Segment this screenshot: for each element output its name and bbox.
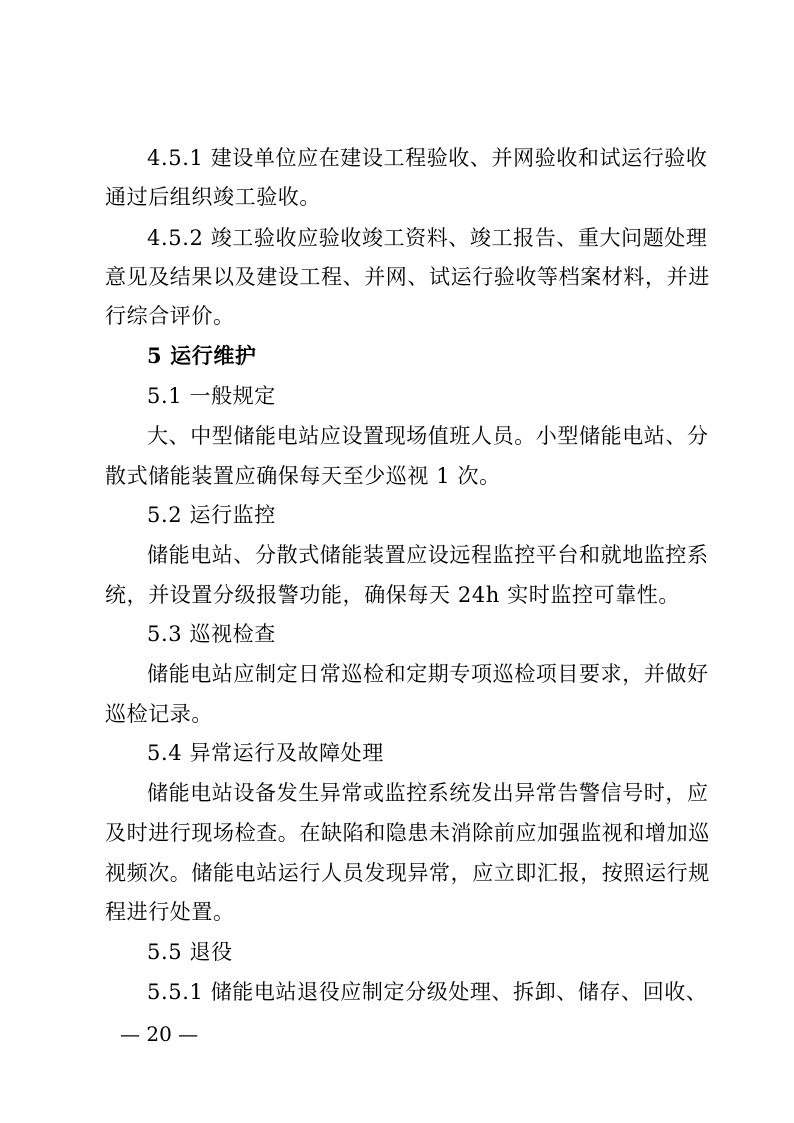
- paragraph-5-4-line-1: 储能电站设备发生异常或监控系统发出异常告警信号时，应: [147, 781, 709, 805]
- paragraph-5-1-line-1: 大、中型储能电站应设置现场值班人员。小型储能电站、分: [147, 424, 709, 448]
- paragraph-4-5-1-line-2: 通过后组织竣工验收。: [105, 185, 321, 209]
- section-heading-5-3: 5.3 巡视检查: [147, 622, 276, 646]
- section-heading-5-4: 5.4 异常运行及故障处理: [147, 741, 384, 765]
- paragraph-5-5-1-line-1: 5.5.1 储能电站退役应制定分级处理、拆卸、储存、回收、: [147, 980, 708, 1004]
- paragraph-4-5-2-line-2: 意见及结果以及建设工程、并网、试运行验收等档案材料，并进: [105, 265, 710, 289]
- section-heading-5-5: 5.5 退役: [147, 940, 233, 964]
- paragraph-4-5-1-line-1: 4.5.1 建设单位应在建设工程验收、并网验收和试运行验收: [147, 146, 708, 170]
- paragraph-5-2-line-2: 统，并设置分级报警功能，确保每天 24h 实时监控可靠性。: [105, 583, 680, 607]
- paragraph-5-2-line-1: 储能电站、分散式储能装置应设远程监控平台和就地监控系: [147, 543, 709, 567]
- paragraph-5-3-line-2: 巡检记录。: [105, 702, 213, 726]
- paragraph-5-1-line-2: 散式储能装置应确保每天至少巡视 1 次。: [105, 464, 501, 488]
- page-number: — 20 —: [120, 1022, 199, 1046]
- paragraph-5-4-line-3: 视频次。储能电站运行人员发现异常，应立即汇报，按照运行规: [105, 861, 710, 885]
- paragraph-4-5-2-line-1: 4.5.2 竣工验收应验收竣工资料、竣工报告、重大问题处理: [147, 226, 708, 250]
- section-heading-5: 5 运行维护: [147, 343, 257, 368]
- paragraph-5-3-line-1: 储能电站应制定日常巡检和定期专项巡检项目要求，并做好: [147, 662, 709, 686]
- paragraph-5-4-line-4: 程进行处置。: [105, 900, 235, 924]
- paragraph-4-5-2-line-3: 行综合评价。: [105, 304, 235, 328]
- section-heading-5-2: 5.2 运行监控: [147, 503, 276, 527]
- section-heading-5-1: 5.1 一般规定: [147, 384, 276, 408]
- paragraph-5-4-line-2: 及时进行现场检查。在缺陷和隐患未消除前应加强监视和增加巡: [105, 821, 710, 845]
